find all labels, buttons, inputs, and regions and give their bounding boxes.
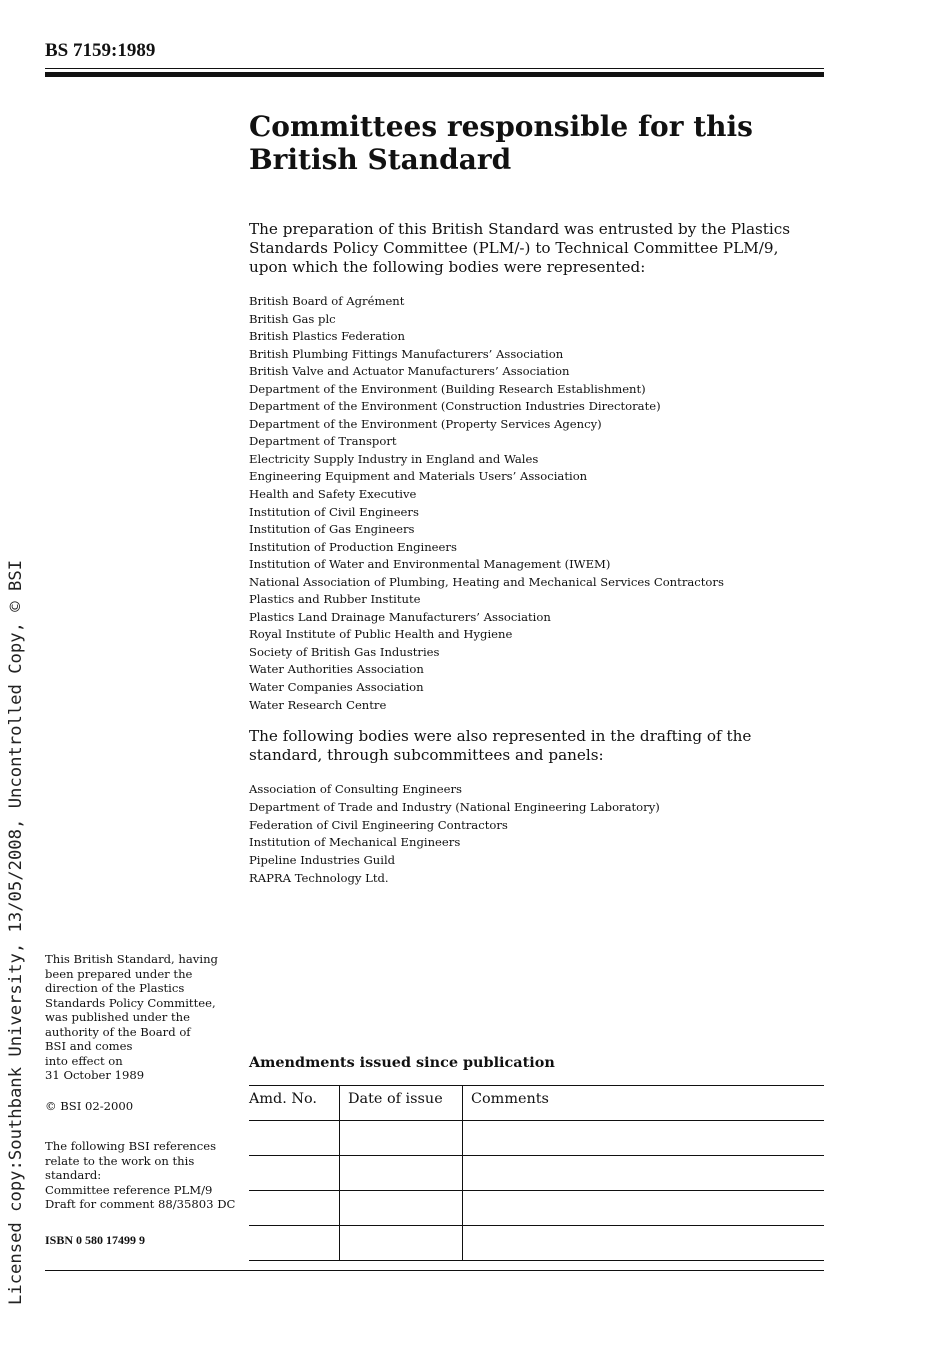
- column-header-amd-no: Amd. No.: [249, 1086, 340, 1121]
- text-line: 31 October 1989: [45, 1068, 145, 1082]
- list-item: British Gas plc: [249, 311, 336, 326]
- text-line: BSI and comes: [45, 1039, 133, 1053]
- list-item: Health and Safety Executive: [249, 487, 417, 502]
- column-header-comments: Comments: [463, 1086, 825, 1121]
- represented-bodies-list: [249, 293, 724, 714]
- footer-rule: [45, 1270, 824, 1271]
- table-cell: [249, 1191, 340, 1226]
- text-line: Standards Policy Committee,: [45, 995, 216, 1010]
- list-item: National Association of Plumbing, Heating and Mechanical Services Contractors: [249, 574, 724, 589]
- amendments-table: [249, 1085, 824, 1261]
- subcommittee-bodies-list: [249, 781, 660, 888]
- table-row: [249, 1121, 824, 1156]
- list-item: Plastics Land Drainage Manufacturers’ Association: [249, 609, 551, 624]
- list-item: Water Research Centre: [249, 697, 387, 712]
- isbn: ISBN 0 580 17499 9: [45, 1232, 146, 1247]
- standard-code: BS 7159:1989: [45, 40, 156, 61]
- list-item: Water Authorities Association: [249, 662, 424, 677]
- list-item: Plastics and Rubber Institute: [249, 592, 421, 607]
- text-line: The following BSI references: [45, 1139, 217, 1153]
- list-item: British Valve and Actuator Manufacturers’ Association: [249, 364, 570, 379]
- table-row: [249, 1191, 824, 1226]
- table-cell: [340, 1156, 463, 1191]
- column-header-date-of-issue: Date of issue: [340, 1086, 463, 1121]
- table-cell: [340, 1226, 463, 1261]
- list-item: Engineering Equipment and Materials Users’ Association: [249, 469, 588, 484]
- list-item: Department of the Environment (Building Research Establishment): [249, 381, 646, 396]
- text-line: Draft for comment 88/35803 DC: [45, 1197, 236, 1211]
- subcommittees-paragraph: The following bodies were also represented in the drafting of the standard, through subcommittees and panels:: [249, 727, 752, 764]
- list-item: Institution of Water and Environmental Management (IWEM): [249, 557, 611, 572]
- copyright-notice: © BSI 02-2000: [45, 1098, 134, 1113]
- text-line: authority of the Board of: [45, 1024, 191, 1039]
- publication-sidebar: [45, 952, 240, 1247]
- text-line: Committee reference PLM/9: [45, 1182, 213, 1197]
- text-line: into effect on: [45, 1053, 123, 1068]
- list-item: Department of the Environment (Construction Industries Directorate): [249, 399, 661, 414]
- table-cell: [340, 1121, 463, 1156]
- text-line: relate to the work on this: [45, 1153, 195, 1168]
- list-item: Water Companies Association: [249, 680, 424, 695]
- list-item: Royal Institute of Public Health and Hygiene: [249, 627, 513, 642]
- page-title-line-1: Committees responsible for this: [249, 110, 753, 143]
- publication-statement: [45, 952, 240, 1083]
- list-item: Society of British Gas Industries: [249, 644, 440, 659]
- text-line: was published under the: [45, 1010, 191, 1024]
- table-cell: [463, 1121, 825, 1156]
- table-cell: [249, 1156, 340, 1191]
- intro-paragraph: The preparation of this British Standard was entrusted by the Plastics Standards Policy Committee (PLM/-) to Technical Committee PLM/9, upon which the following bodies were represented:: [249, 220, 791, 276]
- list-item: Institution of Mechanical Engineers: [249, 835, 461, 850]
- list-item: Department of the Environment (Property Services Agency): [249, 416, 602, 431]
- list-item: Department of Transport: [249, 434, 397, 449]
- text-line: been prepared under the: [45, 966, 193, 981]
- text-line: direction of the Plastics: [45, 981, 185, 995]
- list-item: Association of Consulting Engineers: [249, 782, 462, 796]
- list-item: Pipeline Industries Guild: [249, 853, 396, 868]
- list-item: Institution of Civil Engineers: [249, 504, 419, 519]
- header-rule-thick: [45, 72, 824, 77]
- bsi-references: [45, 1139, 240, 1212]
- amendments-title: Amendments issued since publication: [249, 1054, 555, 1071]
- table-cell: [463, 1191, 825, 1226]
- list-item: British Board of Agrément: [249, 294, 405, 308]
- list-item: Federation of Civil Engineering Contractors: [249, 817, 508, 832]
- list-item: British Plastics Federation: [249, 329, 405, 344]
- table-cell: [340, 1191, 463, 1226]
- text-line: standard:: [45, 1168, 102, 1182]
- list-item: Department of Trade and Industry (National Engineering Laboratory): [249, 799, 660, 814]
- table-cell: [463, 1226, 825, 1261]
- list-item: Institution of Gas Engineers: [249, 522, 415, 537]
- page-title-line-2: British Standard: [249, 143, 512, 176]
- page-title: [249, 110, 849, 176]
- list-item: British Plumbing Fittings Manufacturers’ Association: [249, 346, 564, 361]
- table-row: [249, 1156, 824, 1191]
- table-cell: [463, 1156, 825, 1191]
- amendments-header-row: [249, 1086, 824, 1121]
- list-item: Institution of Production Engineers: [249, 539, 457, 554]
- license-watermark: Licensed copy:Southbank University, 13/05/2008, Uncontrolled Copy, © BSI: [6, 559, 26, 1305]
- table-cell: [249, 1226, 340, 1261]
- text-line: This British Standard, having: [45, 952, 218, 966]
- list-item: RAPRA Technology Ltd.: [249, 870, 389, 885]
- list-item: Electricity Supply Industry in England and Wales: [249, 451, 539, 466]
- header-rule-thin: [45, 68, 824, 69]
- table-cell: [249, 1121, 340, 1156]
- table-row: [249, 1226, 824, 1261]
